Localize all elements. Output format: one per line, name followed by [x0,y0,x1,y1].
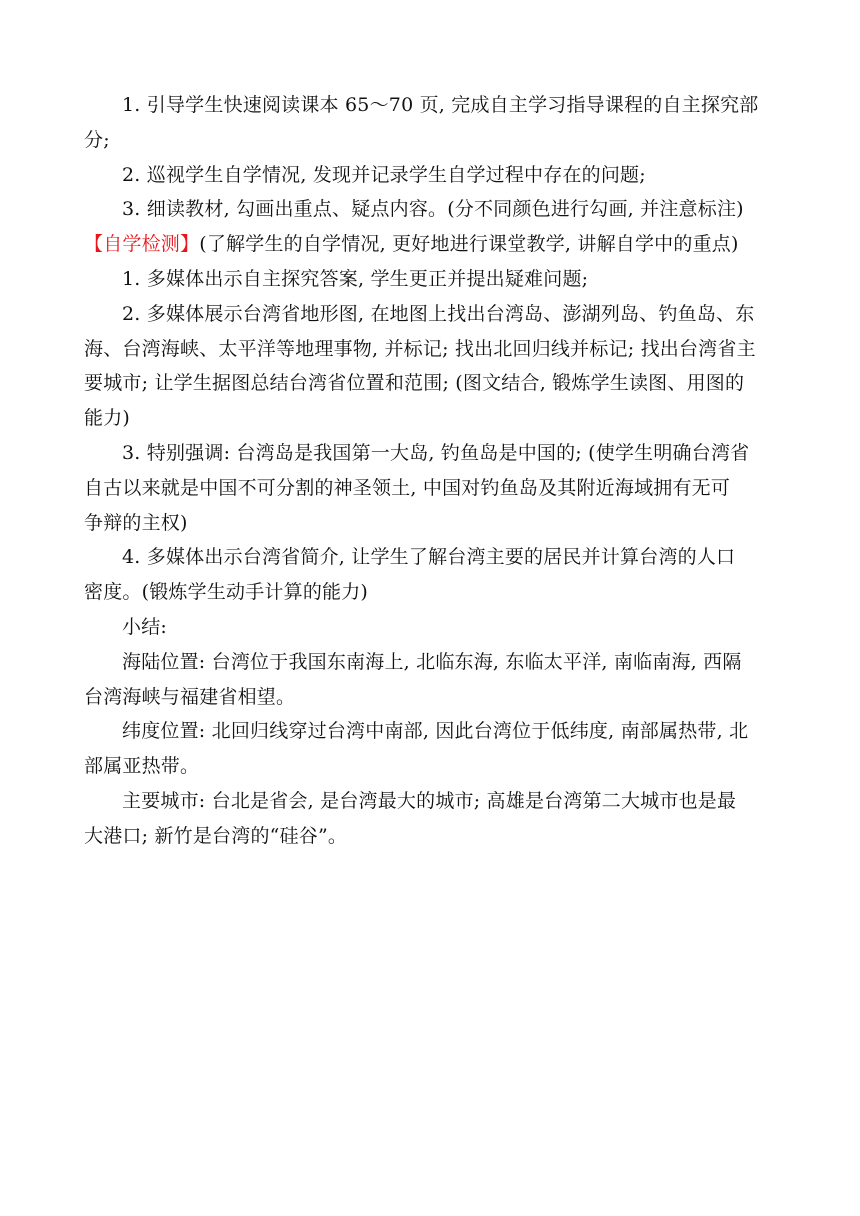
paragraph-line: 4. 多媒体出示台湾省简介, 让学生了解台湾主要的居民并计算台湾的人口 [122,546,736,569]
paragraph-line: 部属亚热带。 [84,755,200,778]
paragraph-line: 能力) [84,407,131,430]
paragraph-line: 密度。(锻炼学生动手计算的能力) [84,581,369,604]
paragraph-line: 2. 多媒体展示台湾省地形图, 在地图上找出台湾岛、澎湖列岛、钓鱼岛、东 [122,302,755,325]
paragraph-line: 1. 引导学生快速阅读课本 65～70 页, 完成自主学习指导课程的自主探究部 [122,94,759,116]
paragraph-line: 主要城市: 台北是省会, 是台湾最大的城市; 高雄是台湾第二大城市也是最 [122,789,737,812]
paragraph-line: 3. 细读教材, 勾画出重点、疑点内容。(分不同颜色进行勾画, 并注意标注) [122,198,744,221]
section-heading-line [84,227,774,262]
section-heading-label: 【自学检测】 [84,233,200,256]
paragraph-line: 2. 巡视学生自学情况, 发现并记录学生自学过程中存在的问题; [122,163,646,186]
document-body [84,88,774,854]
paragraph-line: 要城市; 让学生据图总结台湾省位置和范围; (图文结合, 锻炼学生读图、用图的 [84,372,745,395]
paragraph-line: 海、台湾海峡、太平洋等地理事物, 并标记; 找出北回归线并标记; 找出台湾省主 [84,337,756,360]
paragraph-line: 台湾海峡与福建省相望。 [84,685,296,708]
paragraph-line: 分; [84,128,110,151]
paragraph-line: 3. 特别强调: 台湾岛是我国第一大岛, 钓鱼岛是中国的; (使学生明确台湾省 [122,441,750,464]
paragraph-line: 1. 多媒体出示自主探究答案, 学生更正并提出疑难问题; [122,267,589,290]
paragraph-line: 自古以来就是中国不可分割的神圣领土, 中国对钓鱼岛及其附近海域拥有无可 [84,476,731,499]
paragraph-line: 纬度位置: 北回归线穿过台湾中南部, 因此台湾位于低纬度, 南部属热带, 北 [122,720,749,743]
paragraph-line: 海陆位置: 台湾位于我国东南海上, 北临东海, 东临太平洋, 南临南海, 西隔 [122,650,742,673]
paragraph-line: 争辩的主权) [84,511,188,534]
summary-heading: 小结: [122,615,168,638]
paragraph-line: 大港口; 新竹是台湾的“硅谷”。 [84,824,348,847]
section-heading-note: (了解学生的自学情况, 更好地进行课堂教学, 讲解自学中的重点) [199,233,739,256]
